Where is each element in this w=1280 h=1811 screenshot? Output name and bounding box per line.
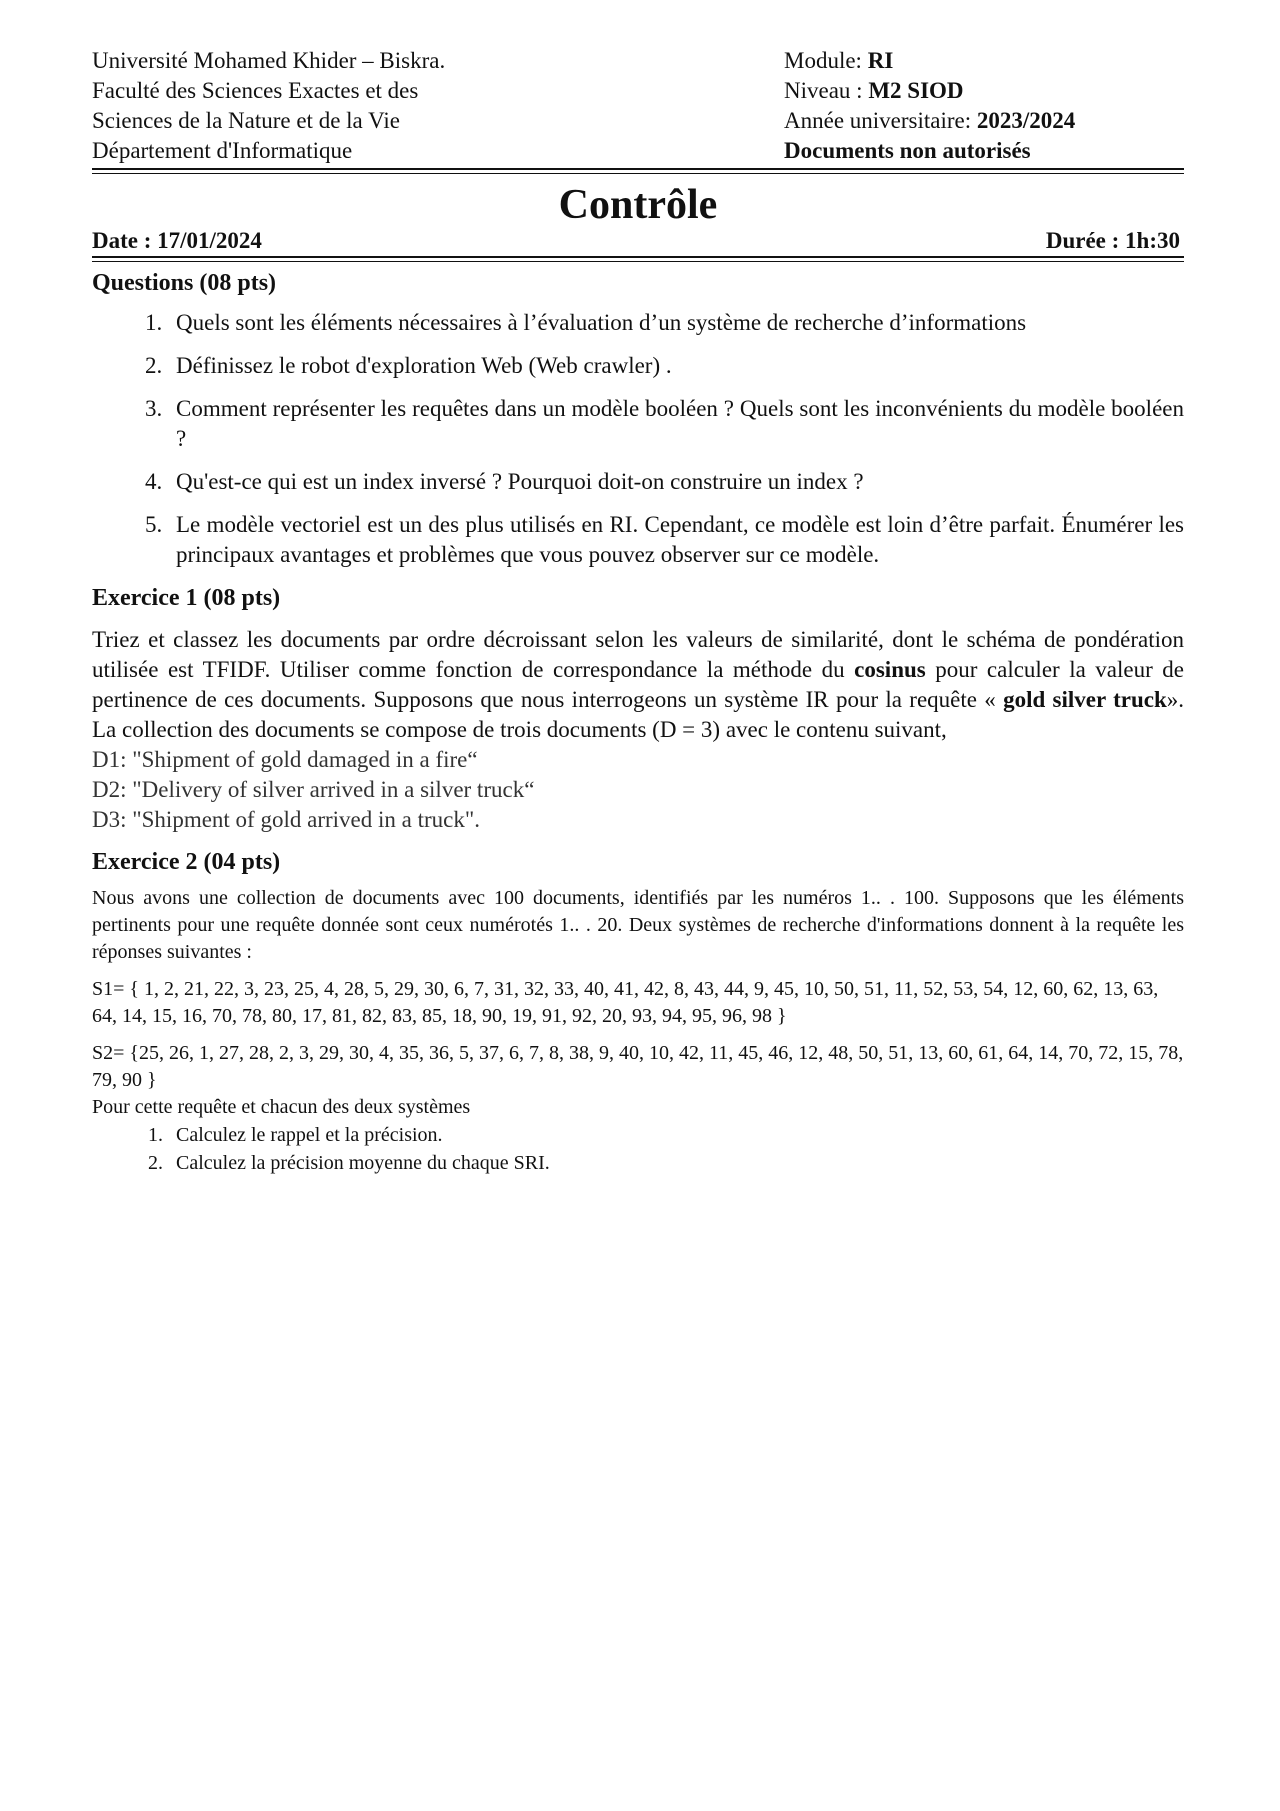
question-2: 2. Définissez le robot d'exploration Web (Web crawler) . [168, 351, 1184, 381]
system-s2-results: S2= {25, 26, 1, 27, 28, 2, 3, 29, 30, 4, 35, 36, 5, 37, 6, 7, 8, 38, 9, 40, 10, 42, 11, 45, 46, 12, 48, 50, 51, 13, 60, 61, 64, 14, 70, 72, 15, 78, 79, 90 } [92, 1042, 1184, 1091]
question-5: 5. Le modèle vectoriel est un des plus utilisés en RI. Cependant, ce modèle est loin d’être parfait. Énumérer les principaux avantages et problèmes que vous pouvez observer sur ce modèle. [168, 510, 1184, 570]
exercice2-tasks [92, 1121, 1184, 1177]
question-1: 1. Quels sont les éléments nécessaires à l’évaluation d’un système de recherche d’informations [168, 308, 1184, 338]
exam-page [92, 46, 1184, 1177]
module-value: RI [867, 48, 894, 73]
faculty-line-2: Sciences de la Nature et de la Vie [92, 108, 400, 133]
document-d2: D2: "Delivery of silver arrived in a silver truck“ [92, 777, 535, 802]
course-info-block [784, 46, 1184, 166]
niveau-value: M2 SIOD [868, 78, 964, 103]
cosinus-term: cosinus [854, 657, 926, 682]
module-label: Module: [784, 48, 868, 73]
niveau-label: Niveau : [784, 78, 869, 103]
document-d3: D3: "Shipment of gold arrived in a truck". [92, 807, 480, 832]
task-1: 1. Calculez le rappel et la précision. [168, 1121, 1184, 1149]
document-d1: D1: "Shipment of gold damaged in a fire“ [92, 747, 478, 772]
questions-heading: Questions (08 pts) [92, 270, 277, 296]
date-duration-line [92, 228, 1184, 254]
annee-label: Année universitaire: [784, 108, 977, 133]
annee-line [784, 106, 1184, 136]
exam-duration: Durée : 1h:30 [1045, 228, 1180, 253]
exercice1-statement: Triez et classez les documents par ordre décroissant selon les valeurs de similarité, dont le schéma de pondération utilisée est TFIDF. Utiliser comme fonction de correspondance la méthode du cosinus pour calculer la valeur de pertinence de ces documents. Supposons que nous interrogeons un système IR pour la requête « gold silver truck». La collection des documents se compose de trois documents (D = 3) avec le contenu suivant, [92, 627, 1184, 742]
task-2: 2. Calculez la précision moyenne du chaque SRI. [168, 1149, 1184, 1177]
exercice2-intro: Nous avons une collection de documents avec 100 documents, identifiés par les numéros 1.. . 100. Supposons que les éléments pertinents pour une requête donnée sont ceux numérotés 1.. . 20. Deux systèmes de recherche d'informations donnent à la requête les réponses suivantes : [92, 887, 1184, 963]
niveau-line [784, 76, 1184, 106]
header-divider [92, 168, 1184, 174]
exercice2-lead: Pour cette requête et chacun des deux systèmes [92, 1096, 471, 1118]
question-4: 4. Qu'est-ce qui est un index inversé ? Pourquoi doit-on construire un index ? [168, 467, 1184, 497]
questions-list [92, 308, 1184, 570]
query-term: gold silver truck [1003, 687, 1167, 712]
header [92, 46, 1184, 166]
exercice1-heading: Exercice 1 (08 pts) [92, 585, 281, 611]
system-s1-results: S1= { 1, 2, 21, 22, 3, 23, 25, 4, 28, 5, 29, 30, 6, 7, 31, 32, 33, 40, 41, 42, 8, 43, 44, 9, 45, 10, 50, 51, 11, 52, 53, 54, 12, 60, 62, 13, 63, 64, 14, 15, 16, 70, 78, 80, 17, 81, 82, 83, 85, 18, 90, 19, 91, 92, 20, 93, 94, 95, 96, 98 } [92, 978, 1159, 1027]
question-3: 3. Comment représenter les requêtes dans un modèle booléen ? Quels sont les inconvénients du modèle booléen ? [168, 394, 1184, 454]
module-line [784, 46, 1184, 76]
institution-block [92, 46, 712, 166]
exam-title: Contrôle [558, 182, 718, 228]
annee-value: 2023/2024 [976, 108, 1076, 133]
exam-date: Date : 17/01/2024 [92, 228, 262, 253]
university-name: Université Mohamed Khider – Biskra. [92, 48, 446, 73]
exercice2-heading: Exercice 2 (04 pts) [92, 849, 281, 875]
faculty-line-1: Faculté des Sciences Exactes et des [92, 78, 419, 103]
department-name: Département d'Informatique [92, 138, 353, 163]
documents-note: Documents non autorisés [784, 138, 1031, 163]
title-divider [92, 256, 1184, 262]
